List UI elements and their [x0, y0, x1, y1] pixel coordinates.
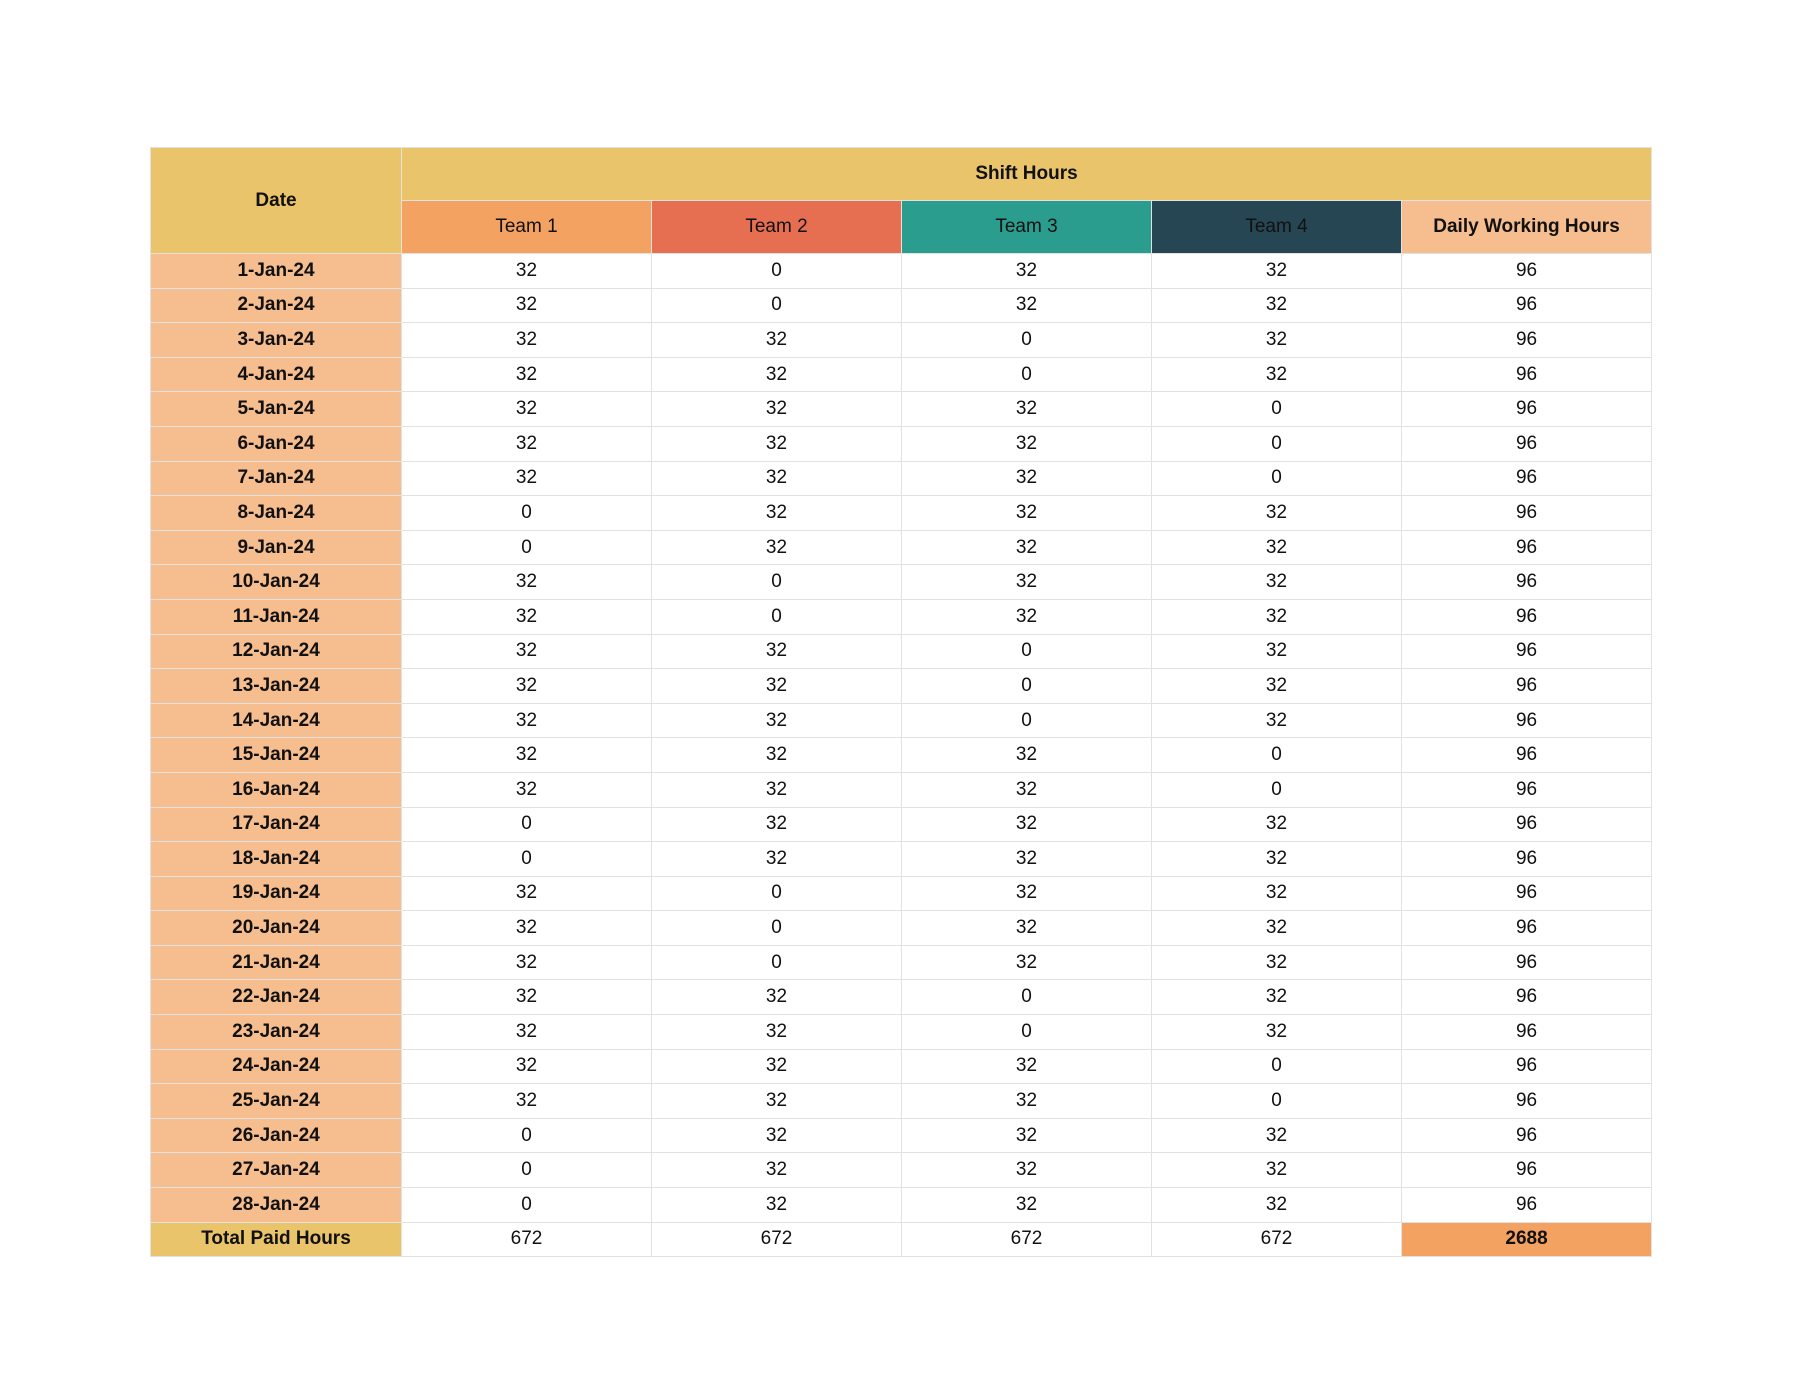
- daily-hours-cell: 96: [1402, 634, 1652, 669]
- daily-hours-cell: 96: [1402, 1118, 1652, 1153]
- daily-hours-cell: 96: [1402, 911, 1652, 946]
- team-2-hours-cell: 32: [652, 842, 902, 877]
- team-1-total-cell: 672: [402, 1222, 652, 1257]
- team-2-hours-cell: 32: [652, 1084, 902, 1119]
- team-4-hours-cell: 32: [1152, 1118, 1402, 1153]
- date-cell: 11-Jan-24: [151, 599, 402, 634]
- daily-hours-cell: 96: [1402, 842, 1652, 877]
- daily-hours-cell: 96: [1402, 738, 1652, 773]
- team-1-hours-cell: 32: [402, 254, 652, 289]
- daily-hours-cell: 96: [1402, 288, 1652, 323]
- table-row: [151, 496, 1652, 531]
- team-4-hours-cell: 32: [1152, 323, 1402, 358]
- date-cell: 26-Jan-24: [151, 1118, 402, 1153]
- team-3-hours-cell: 32: [902, 738, 1152, 773]
- table-row: [151, 461, 1652, 496]
- team-4-total-cell: 672: [1152, 1222, 1402, 1257]
- team-1-hours-cell: 0: [402, 1153, 652, 1188]
- team-2-hours-cell: 32: [652, 392, 902, 427]
- team-2-hours-cell: 0: [652, 599, 902, 634]
- team-2-hours-cell: 32: [652, 530, 902, 565]
- daily-hours-cell: 96: [1402, 876, 1652, 911]
- team-4-hours-cell: 32: [1152, 842, 1402, 877]
- team-2-hours-cell: 32: [652, 634, 902, 669]
- team-2-hours-cell: 32: [652, 738, 902, 773]
- team-2-hours-cell: 0: [652, 911, 902, 946]
- daily-hours-cell: 96: [1402, 945, 1652, 980]
- team-1-hours-cell: 32: [402, 669, 652, 704]
- date-cell: 4-Jan-24: [151, 357, 402, 392]
- team-1-hours-cell: 32: [402, 1084, 652, 1119]
- table-row: [151, 599, 1652, 634]
- team-4-hours-cell: 32: [1152, 911, 1402, 946]
- team-3-hours-cell: 0: [902, 357, 1152, 392]
- daily-hours-cell: 96: [1402, 807, 1652, 842]
- daily-hours-cell: 96: [1402, 980, 1652, 1015]
- daily-hours-cell: 96: [1402, 426, 1652, 461]
- team-4-hours-cell: 32: [1152, 945, 1402, 980]
- team-1-hours-cell: 32: [402, 357, 652, 392]
- team-2-hours-cell: 32: [652, 1153, 902, 1188]
- team-3-hours-cell: 32: [902, 1049, 1152, 1084]
- team-1-hours-cell: 0: [402, 842, 652, 877]
- team-3-hours-cell: 32: [902, 807, 1152, 842]
- table-row: [151, 357, 1652, 392]
- team-3-hours-cell: 32: [902, 426, 1152, 461]
- table-row: [151, 426, 1652, 461]
- team-4-hours-cell: 32: [1152, 1188, 1402, 1223]
- team-2-hours-cell: 0: [652, 565, 902, 600]
- team-3-hours-cell: 32: [902, 288, 1152, 323]
- team-1-hours-cell: 32: [402, 288, 652, 323]
- team-1-hours-cell: 0: [402, 1118, 652, 1153]
- table-row: [151, 288, 1652, 323]
- team-3-hours-cell: 32: [902, 1188, 1152, 1223]
- team-4-hours-cell: 32: [1152, 1015, 1402, 1050]
- date-cell: 13-Jan-24: [151, 669, 402, 704]
- team-4-hours-cell: 32: [1152, 1153, 1402, 1188]
- date-cell: 22-Jan-24: [151, 980, 402, 1015]
- team-4-hours-cell: 32: [1152, 530, 1402, 565]
- daily-hours-cell: 96: [1402, 669, 1652, 704]
- team-2-total-cell: 672: [652, 1222, 902, 1257]
- team-3-hours-cell: 32: [902, 842, 1152, 877]
- team-4-header: Team 4: [1152, 201, 1402, 254]
- team-2-hours-cell: 32: [652, 1049, 902, 1084]
- team-1-hours-cell: 0: [402, 496, 652, 531]
- date-cell: 19-Jan-24: [151, 876, 402, 911]
- team-2-hours-cell: 32: [652, 669, 902, 704]
- team-1-hours-cell: 32: [402, 772, 652, 807]
- team-1-hours-cell: 32: [402, 980, 652, 1015]
- team-4-hours-cell: 0: [1152, 1084, 1402, 1119]
- team-3-hours-cell: 32: [902, 1084, 1152, 1119]
- team-1-hours-cell: 32: [402, 1015, 652, 1050]
- table-row: [151, 634, 1652, 669]
- team-3-hours-cell: 0: [902, 634, 1152, 669]
- team-1-hours-cell: 32: [402, 945, 652, 980]
- team-4-hours-cell: 32: [1152, 807, 1402, 842]
- team-4-hours-cell: 32: [1152, 496, 1402, 531]
- total-row: [151, 1222, 1652, 1257]
- daily-hours-cell: 96: [1402, 496, 1652, 531]
- date-column-header: Date: [151, 148, 402, 254]
- team-2-hours-cell: 32: [652, 496, 902, 531]
- team-3-header: Team 3: [902, 201, 1152, 254]
- daily-hours-cell: 96: [1402, 461, 1652, 496]
- date-cell: 9-Jan-24: [151, 530, 402, 565]
- date-cell: 23-Jan-24: [151, 1015, 402, 1050]
- team-4-hours-cell: 32: [1152, 599, 1402, 634]
- team-1-hours-cell: 32: [402, 738, 652, 773]
- table-row: [151, 911, 1652, 946]
- daily-hours-cell: 96: [1402, 1015, 1652, 1050]
- team-2-hours-cell: 32: [652, 807, 902, 842]
- date-cell: 21-Jan-24: [151, 945, 402, 980]
- table-row: [151, 807, 1652, 842]
- team-3-hours-cell: 32: [902, 1118, 1152, 1153]
- team-3-hours-cell: 32: [902, 911, 1152, 946]
- daily-hours-cell: 96: [1402, 703, 1652, 738]
- team-1-hours-cell: 32: [402, 876, 652, 911]
- date-cell: 15-Jan-24: [151, 738, 402, 773]
- daily-hours-cell: 96: [1402, 392, 1652, 427]
- team-2-hours-cell: 32: [652, 323, 902, 358]
- table-row: [151, 323, 1652, 358]
- team-1-hours-cell: 32: [402, 634, 652, 669]
- daily-hours-cell: 96: [1402, 530, 1652, 565]
- team-2-hours-cell: 0: [652, 254, 902, 289]
- daily-hours-cell: 96: [1402, 1153, 1652, 1188]
- team-3-hours-cell: 32: [902, 599, 1152, 634]
- team-2-hours-cell: 32: [652, 703, 902, 738]
- team-2-hours-cell: 32: [652, 1188, 902, 1223]
- team-2-hours-cell: 32: [652, 1015, 902, 1050]
- team-4-hours-cell: 32: [1152, 565, 1402, 600]
- team-1-hours-cell: 32: [402, 1049, 652, 1084]
- table-row: [151, 1049, 1652, 1084]
- shift-hours-header: Shift Hours: [402, 148, 1652, 201]
- team-2-hours-cell: 32: [652, 461, 902, 496]
- team-4-hours-cell: 32: [1152, 634, 1402, 669]
- team-2-hours-cell: 32: [652, 357, 902, 392]
- date-cell: 2-Jan-24: [151, 288, 402, 323]
- team-3-hours-cell: 0: [902, 703, 1152, 738]
- team-1-hours-cell: 0: [402, 807, 652, 842]
- team-2-hours-cell: 0: [652, 945, 902, 980]
- team-3-hours-cell: 32: [902, 254, 1152, 289]
- date-cell: 14-Jan-24: [151, 703, 402, 738]
- team-4-hours-cell: 32: [1152, 357, 1402, 392]
- team-2-hours-cell: 32: [652, 772, 902, 807]
- team-4-hours-cell: 0: [1152, 461, 1402, 496]
- date-cell: 16-Jan-24: [151, 772, 402, 807]
- team-4-hours-cell: 0: [1152, 738, 1402, 773]
- team-1-hours-cell: 32: [402, 703, 652, 738]
- team-3-total-cell: 672: [902, 1222, 1152, 1257]
- team-1-header: Team 1: [402, 201, 652, 254]
- team-1-hours-cell: 32: [402, 323, 652, 358]
- date-cell: 7-Jan-24: [151, 461, 402, 496]
- table-row: [151, 530, 1652, 565]
- team-2-hours-cell: 0: [652, 876, 902, 911]
- team-2-hours-cell: 0: [652, 288, 902, 323]
- table-row: [151, 392, 1652, 427]
- team-3-hours-cell: 32: [902, 392, 1152, 427]
- table-row: [151, 772, 1652, 807]
- daily-hours-cell: 96: [1402, 565, 1652, 600]
- table-row: [151, 1118, 1652, 1153]
- table-row: [151, 565, 1652, 600]
- table-row: [151, 945, 1652, 980]
- team-3-hours-cell: 32: [902, 530, 1152, 565]
- team-3-hours-cell: 32: [902, 496, 1152, 531]
- table-row: [151, 703, 1652, 738]
- date-cell: 27-Jan-24: [151, 1153, 402, 1188]
- team-3-hours-cell: 0: [902, 980, 1152, 1015]
- team-1-hours-cell: 32: [402, 599, 652, 634]
- team-4-hours-cell: 32: [1152, 669, 1402, 704]
- team-1-hours-cell: 32: [402, 911, 652, 946]
- team-4-hours-cell: 32: [1152, 703, 1402, 738]
- team-1-hours-cell: 32: [402, 461, 652, 496]
- team-3-hours-cell: 0: [902, 1015, 1152, 1050]
- daily-hours-cell: 96: [1402, 1188, 1652, 1223]
- table-row: [151, 1188, 1652, 1223]
- team-1-hours-cell: 32: [402, 565, 652, 600]
- team-4-hours-cell: 0: [1152, 426, 1402, 461]
- date-cell: 17-Jan-24: [151, 807, 402, 842]
- team-4-hours-cell: 32: [1152, 876, 1402, 911]
- team-4-hours-cell: 0: [1152, 392, 1402, 427]
- daily-hours-cell: 96: [1402, 772, 1652, 807]
- team-4-hours-cell: 0: [1152, 1049, 1402, 1084]
- date-cell: 12-Jan-24: [151, 634, 402, 669]
- date-cell: 1-Jan-24: [151, 254, 402, 289]
- date-cell: 6-Jan-24: [151, 426, 402, 461]
- date-cell: 5-Jan-24: [151, 392, 402, 427]
- table-row: [151, 980, 1652, 1015]
- date-cell: 24-Jan-24: [151, 1049, 402, 1084]
- date-cell: 8-Jan-24: [151, 496, 402, 531]
- date-cell: 18-Jan-24: [151, 842, 402, 877]
- team-4-hours-cell: 0: [1152, 772, 1402, 807]
- team-3-hours-cell: 32: [902, 945, 1152, 980]
- team-1-hours-cell: 32: [402, 392, 652, 427]
- date-cell: 28-Jan-24: [151, 1188, 402, 1223]
- team-3-hours-cell: 32: [902, 772, 1152, 807]
- daily-hours-cell: 96: [1402, 323, 1652, 358]
- table-row: [151, 876, 1652, 911]
- team-3-hours-cell: 32: [902, 565, 1152, 600]
- date-cell: 3-Jan-24: [151, 323, 402, 358]
- team-2-header: Team 2: [652, 201, 902, 254]
- table-row: [151, 1084, 1652, 1119]
- team-1-hours-cell: 0: [402, 1188, 652, 1223]
- team-3-hours-cell: 32: [902, 1153, 1152, 1188]
- table-row: [151, 669, 1652, 704]
- team-2-hours-cell: 32: [652, 980, 902, 1015]
- table-row: [151, 254, 1652, 289]
- shift-hours-table: [150, 147, 1652, 1257]
- team-4-hours-cell: 32: [1152, 254, 1402, 289]
- team-4-hours-cell: 32: [1152, 980, 1402, 1015]
- team-4-hours-cell: 32: [1152, 288, 1402, 323]
- daily-working-hours-header: Daily Working Hours: [1402, 201, 1652, 254]
- table-row: [151, 842, 1652, 877]
- team-3-hours-cell: 0: [902, 323, 1152, 358]
- table-row: [151, 1153, 1652, 1188]
- date-cell: 25-Jan-24: [151, 1084, 402, 1119]
- table-row: [151, 1015, 1652, 1050]
- daily-hours-cell: 96: [1402, 1049, 1652, 1084]
- daily-hours-cell: 96: [1402, 1084, 1652, 1119]
- daily-hours-cell: 96: [1402, 599, 1652, 634]
- team-3-hours-cell: 0: [902, 669, 1152, 704]
- daily-hours-cell: 96: [1402, 357, 1652, 392]
- team-2-hours-cell: 32: [652, 1118, 902, 1153]
- team-3-hours-cell: 32: [902, 876, 1152, 911]
- table-row: [151, 738, 1652, 773]
- team-3-hours-cell: 32: [902, 461, 1152, 496]
- team-1-hours-cell: 32: [402, 426, 652, 461]
- team-2-hours-cell: 32: [652, 426, 902, 461]
- date-cell: 20-Jan-24: [151, 911, 402, 946]
- date-cell: 10-Jan-24: [151, 565, 402, 600]
- daily-hours-cell: 96: [1402, 254, 1652, 289]
- team-1-hours-cell: 0: [402, 530, 652, 565]
- grand-total-cell: 2688: [1402, 1222, 1652, 1257]
- total-paid-hours-label: Total Paid Hours: [151, 1222, 402, 1257]
